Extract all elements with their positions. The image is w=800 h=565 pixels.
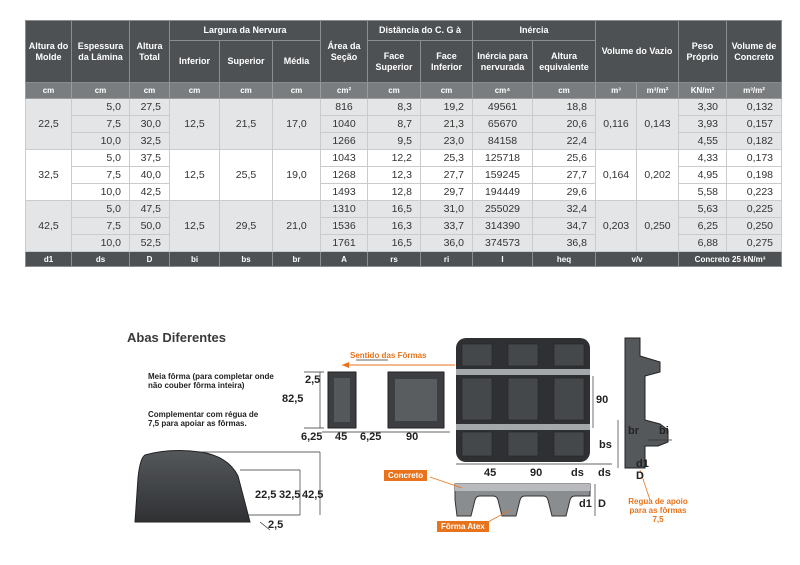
cell: 34,7: [533, 218, 596, 235]
cell: 31,0: [421, 201, 473, 218]
cell: 21,5: [220, 99, 273, 150]
unit-cell: m³/m²: [727, 83, 782, 99]
cell: 6,25: [679, 218, 727, 235]
unit-cell: cm²: [321, 83, 368, 99]
dim-label: 45: [335, 431, 348, 443]
cell: 18,8: [533, 99, 596, 116]
cell: 32,4: [533, 201, 596, 218]
rib-section-profile: [625, 338, 668, 468]
cell: 4,33: [679, 150, 727, 167]
th-inferior: Inferior: [170, 41, 220, 83]
cell: 7,5: [72, 116, 130, 133]
cell: 4,55: [679, 133, 727, 150]
cell: 16,5: [368, 201, 421, 218]
dim-label: d1: [579, 498, 592, 510]
unit-cell: cm⁴: [473, 83, 533, 99]
diagram-title: Abas Diferentes: [127, 330, 226, 345]
regua-label: Regua de apoio para as fôrmas 7,5: [628, 497, 688, 524]
cell: 5,58: [679, 184, 727, 201]
dim-label: 42,5: [302, 489, 324, 501]
cell: 0,157: [727, 116, 782, 133]
th-volume-concreto: Volume de Concreto: [727, 21, 782, 83]
dim-label: 2,5: [305, 374, 321, 386]
dim-label: d1: [636, 458, 649, 470]
cell: 47,5: [130, 201, 170, 218]
dim-label: 2,5: [268, 519, 284, 531]
th-inercia: Inércia: [473, 21, 596, 41]
cell: 0,202: [637, 150, 679, 201]
cell: 0,250: [637, 201, 679, 252]
cell: 19,2: [421, 99, 473, 116]
dim-label: 90: [530, 467, 543, 479]
forma-atex-label: Fôrma Atex: [437, 521, 489, 532]
unit-cell: cm: [533, 83, 596, 99]
note-half-form: Meia fôrma (para completar onde não couber fôrma inteira): [148, 372, 274, 390]
cell: 25,5: [220, 150, 273, 201]
th-altura-total: Altura Total: [130, 21, 170, 83]
cell: 0,143: [637, 99, 679, 150]
cell: 29,6: [533, 184, 596, 201]
unit-cell: cm: [170, 83, 220, 99]
unit-cell: cm: [368, 83, 421, 99]
cell: 7,5: [72, 218, 130, 235]
unit-cell: m³/m²: [637, 83, 679, 99]
cell: 0,250: [727, 218, 782, 235]
cell: 17,0: [273, 99, 321, 150]
th-inercia-nervurada: Inércia para nervurada: [473, 41, 533, 83]
th-media: Média: [273, 41, 321, 83]
cell: 29,7: [421, 184, 473, 201]
cell: 37,5: [130, 150, 170, 167]
cell: 1040: [321, 116, 368, 133]
cell: 7,5: [72, 167, 130, 184]
cell: 10,0: [72, 235, 130, 252]
full-form-shape: [388, 372, 444, 428]
cell: 20,6: [533, 116, 596, 133]
cell: 23,0: [421, 133, 473, 150]
cell: 21,0: [273, 201, 321, 252]
cell: 0,182: [727, 133, 782, 150]
cell: 22,4: [533, 133, 596, 150]
dim-label: 6,25: [360, 431, 382, 443]
dim-label: 90: [406, 431, 419, 443]
forms-plan-view: [456, 338, 590, 462]
cell: 27,7: [421, 167, 473, 184]
cell: 4,95: [679, 167, 727, 184]
cell: 16,5: [368, 235, 421, 252]
th-face-superior: Face Superior: [368, 41, 421, 83]
symbol-cell: v/v: [596, 252, 679, 267]
slab-cross-section: [455, 484, 590, 516]
cell: 50,0: [130, 218, 170, 235]
cell: 49561: [473, 99, 533, 116]
unit-cell: KN/m²: [679, 83, 727, 99]
th-area-secao: Área da Seção: [321, 21, 368, 83]
molde-cell: 32,5: [26, 150, 72, 201]
cell: 36,8: [533, 235, 596, 252]
unit-cell: cm: [273, 83, 321, 99]
symbol-cell: rs: [368, 252, 421, 267]
symbol-cell: D: [130, 252, 170, 267]
unit-cell: m³: [596, 83, 637, 99]
th-volume-vazio: Volume do Vazio: [596, 21, 679, 83]
cell: 0,164: [596, 150, 637, 201]
cell: 374573: [473, 235, 533, 252]
cell: 1310: [321, 201, 368, 218]
cell: 1266: [321, 133, 368, 150]
cell: 0,223: [727, 184, 782, 201]
symbol-cell: I: [473, 252, 533, 267]
dim-label: 22,5: [255, 489, 277, 501]
cell: 194449: [473, 184, 533, 201]
th-altura-equivalente: Altura equivalente: [533, 41, 596, 83]
symbol-cell: bi: [170, 252, 220, 267]
cell: 1268: [321, 167, 368, 184]
cell: 5,63: [679, 201, 727, 218]
molde-cell: 22,5: [26, 99, 72, 150]
th-altura-molde: Altura do Molde: [26, 21, 72, 83]
symbol-cell: A: [321, 252, 368, 267]
symbol-cell: bs: [220, 252, 273, 267]
half-form-shape: [328, 372, 356, 428]
cell: 16,3: [368, 218, 421, 235]
cell: 12,5: [170, 99, 220, 150]
cell: 314390: [473, 218, 533, 235]
cell: 25,6: [533, 150, 596, 167]
symbol-cell: ri: [421, 252, 473, 267]
th-face-inferior: Face Inferior: [421, 41, 473, 83]
cell: 33,7: [421, 218, 473, 235]
dim-label: 90: [596, 394, 609, 406]
cell: 1493: [321, 184, 368, 201]
dim-label: br: [628, 425, 639, 437]
dim-label: bi: [659, 425, 669, 437]
cell: 0,275: [727, 235, 782, 252]
cell: 52,5: [130, 235, 170, 252]
cell: 0,132: [727, 99, 782, 116]
th-distancia-cg: Distância do C. G à: [368, 21, 473, 41]
dim-label: D: [636, 470, 644, 482]
concreto-label: Concreto: [384, 470, 427, 481]
dim-label: ds: [598, 467, 611, 479]
cell: 816: [321, 99, 368, 116]
cell: 12,2: [368, 150, 421, 167]
cell: 0,173: [727, 150, 782, 167]
cell: 32,5: [130, 133, 170, 150]
unit-cell: cm: [26, 83, 72, 99]
dim-label: D: [598, 498, 606, 510]
unit-cell: cm: [130, 83, 170, 99]
cell: 10,0: [72, 133, 130, 150]
cell: 40,0: [130, 167, 170, 184]
cell: 25,3: [421, 150, 473, 167]
cell: 12,5: [170, 201, 220, 252]
cell: 255029: [473, 201, 533, 218]
cell: 159245: [473, 167, 533, 184]
cell: 36,0: [421, 235, 473, 252]
symbol-cell: d1: [26, 252, 72, 267]
cell: 29,5: [220, 201, 273, 252]
symbol-cell: heq: [533, 252, 596, 267]
dim-label: 45: [484, 467, 497, 479]
unit-cell: cm: [72, 83, 130, 99]
cell: 27,5: [130, 99, 170, 116]
cell: 8,3: [368, 99, 421, 116]
th-espessura-lamina: Espessura da Lâmina: [72, 21, 130, 83]
dim-label: 82,5: [282, 393, 304, 405]
symbol-cell: Concreto 25 kN/m³: [679, 252, 782, 267]
note-complement: Complementar com régua de 7,5 para apoiar as fôrmas.: [148, 410, 259, 428]
cell: 10,0: [72, 184, 130, 201]
dim-label: bs: [599, 439, 612, 451]
symbol-cell: ds: [72, 252, 130, 267]
cell: 42,5: [130, 184, 170, 201]
cell: 65670: [473, 116, 533, 133]
cell: 0,116: [596, 99, 637, 150]
cell: 5,0: [72, 150, 130, 167]
symbol-cell: br: [273, 252, 321, 267]
th-superior: Superior: [220, 41, 273, 83]
unit-cell: cm: [421, 83, 473, 99]
cell: 125718: [473, 150, 533, 167]
cell: 0,198: [727, 167, 782, 184]
cell: 12,3: [368, 167, 421, 184]
dim-label: 32,5: [279, 489, 301, 501]
sentido-arrow-icon: [342, 362, 349, 368]
dim-label: ds: [571, 467, 584, 479]
cell: 19,0: [273, 150, 321, 201]
cell: 12,8: [368, 184, 421, 201]
cell: 0,225: [727, 201, 782, 218]
unit-cell: cm: [220, 83, 273, 99]
cell: 8,7: [368, 116, 421, 133]
sentido-label: Sentido das Fôrmas: [350, 351, 427, 360]
half-form-profile: [135, 451, 250, 522]
cell: 0,203: [596, 201, 637, 252]
cell: 5,0: [72, 99, 130, 116]
dim-label: 6,25: [301, 431, 323, 443]
cell: 21,3: [421, 116, 473, 133]
cell: 27,7: [533, 167, 596, 184]
cell: 1043: [321, 150, 368, 167]
cell: 30,0: [130, 116, 170, 133]
cell: 84158: [473, 133, 533, 150]
cell: 12,5: [170, 150, 220, 201]
cell: 9,5: [368, 133, 421, 150]
cell: 3,30: [679, 99, 727, 116]
cell: 5,0: [72, 201, 130, 218]
th-peso-proprio: Peso Próprio: [679, 21, 727, 83]
cell: 6,88: [679, 235, 727, 252]
cell: 1761: [321, 235, 368, 252]
cell: 1536: [321, 218, 368, 235]
cell: 3,93: [679, 116, 727, 133]
th-largura-nervura: Largura da Nervura: [170, 21, 321, 41]
molde-cell: 42,5: [26, 201, 72, 252]
